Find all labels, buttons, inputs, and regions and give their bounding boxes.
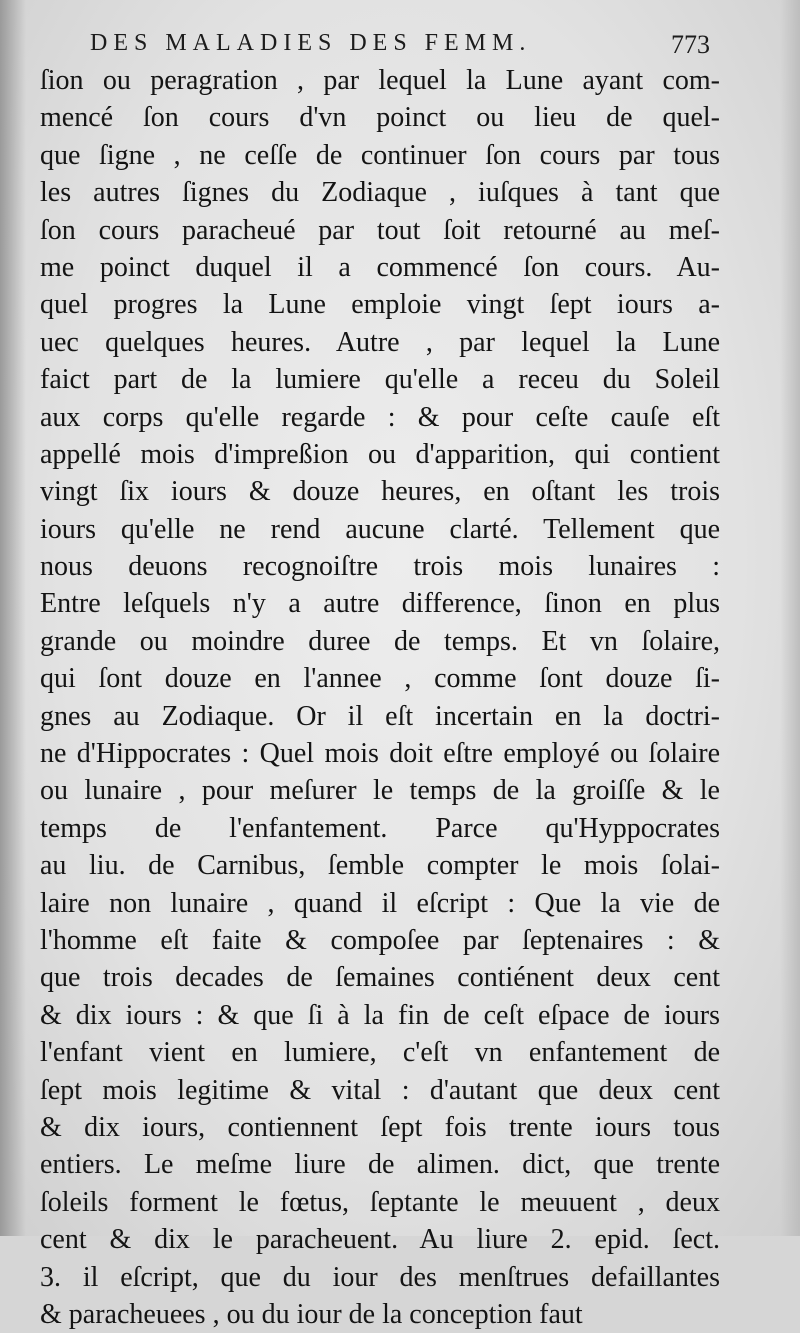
text-line: vingt ſix iours & douze heures, en oſtant les trois — [40, 476, 720, 508]
text-line: & paracheuees , ou du iour de la conception faut — [40, 1298, 583, 1330]
text-line: aux corps qu'elle regarde : & pour ceſte cauſe eſt — [40, 401, 720, 433]
text-line: ne d'Hippocrates : Quel mois doit eſtre employé ou ſolaire — [40, 738, 720, 770]
text-line: les autres ſignes du Zodiaque , iuſques à tant que — [40, 177, 720, 209]
text-line: me poinct duquel il a commencé ſon cours. Au- — [40, 251, 720, 283]
text-line: laire non lunaire , quand il eſcript : Que la vie de — [40, 887, 720, 919]
text-line: ſon cours paracheué par tout ſoit retourné au meſ- — [40, 214, 720, 246]
text-line: iours qu'elle ne rend aucune clarté. Tellement que — [40, 513, 720, 545]
text-line: qui ſont douze en l'annee , comme ſont douze ſi- — [40, 663, 720, 695]
text-line: appellé mois d'impreßion ou d'apparition, qui contient — [40, 438, 720, 470]
text-line: Entre leſquels n'y a autre difference, ſinon en plus — [40, 588, 720, 620]
text-line: entiers. Le meſme liure de alimen. dict, que trente — [40, 1149, 720, 1181]
text-line: 3. il eſcript, que du iour des menſtrues defaillantes — [40, 1261, 720, 1293]
text-line: ſoleils forment le fœtus, ſeptante le meuuent , deux — [40, 1186, 720, 1218]
text-line: mencé ſon cours d'vn poinct ou lieu de quel- — [40, 102, 720, 134]
text-line: grande ou moindre duree de temps. Et vn ſolaire, — [40, 625, 720, 657]
text-line: faict part de la lumiere qu'elle a receu du Soleil — [40, 364, 720, 396]
text-line: l'enfant vient en lumiere, c'eſt vn enfantement de — [40, 1037, 720, 1069]
body-text — [40, 62, 720, 1333]
text-line: que ſigne , ne ceſſe de continuer ſon cours par tous — [40, 139, 720, 171]
text-line: quel progres la Lune emploie vingt ſept iours a- — [40, 289, 720, 321]
text-line: & dix iours : & que ſi à la fin de ceſt eſpace de iours — [40, 999, 720, 1031]
text-line: & dix iours, contiennent ſept fois trente iours tous — [40, 1111, 720, 1143]
page-number: 773 — [671, 30, 710, 59]
gutter-shadow — [0, 0, 26, 1236]
text-line: cent & dix le paracheuent. Au liure 2. epid. ſect. — [40, 1224, 720, 1256]
text-line: uec quelques heures. Autre , par lequel la Lune — [40, 326, 720, 358]
text-line: ſion ou peragration , par lequel la Lune ayant com- — [40, 65, 720, 96]
text-line: nous deuons recognoiſtre trois mois lunaires : — [40, 551, 720, 583]
text-line: l'homme eſt faite & compoſee par ſeptenaires : & — [40, 924, 720, 956]
text-line: que trois decades de ſemaines contiénent deux cent — [40, 962, 720, 994]
page-edge — [780, 0, 800, 1236]
text-line: ſept mois legitime & vital : d'autant que deux cent — [40, 1074, 720, 1106]
text-line: au liu. de Carnibus, ſemble compter le mois ſolai- — [40, 850, 720, 882]
text-line: ou lunaire , pour meſurer le temps de la groiſſe & le — [40, 775, 720, 807]
running-title: DES MALADIES DES FEMM. — [90, 30, 532, 56]
text-line: gnes au Zodiaque. Or il eſt incertain en la doctri- — [40, 700, 720, 732]
text-line: temps de l'enfantement. Parce qu'Hyppocrates — [40, 812, 720, 844]
